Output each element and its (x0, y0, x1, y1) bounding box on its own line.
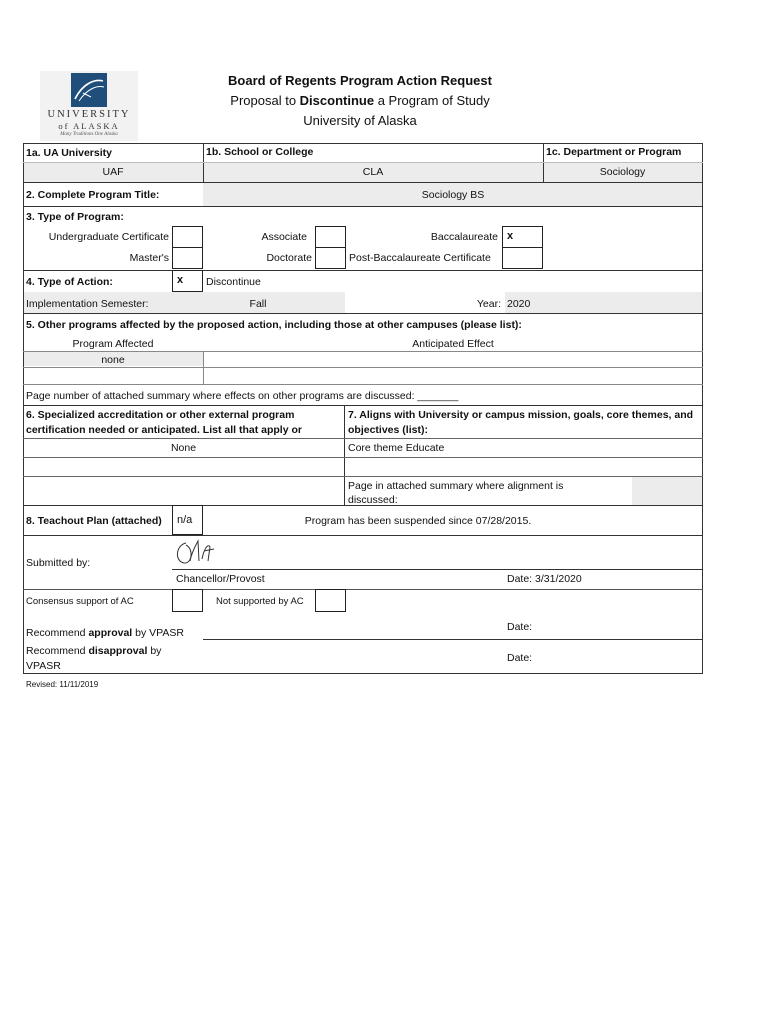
signer-role: Chancellor/Provost (176, 573, 265, 585)
logo-line1: UNIVERSITY (47, 109, 131, 120)
signature-image (172, 537, 222, 569)
recommend-approval-post: by VPASR (135, 627, 184, 639)
field-2-label: 2. Complete Program Title: (26, 189, 160, 201)
field-2-value[interactable]: Sociology BS (421, 189, 485, 201)
field-1a-label: 1a. UA University (26, 147, 112, 159)
impl-semester-label: Implementation Semester: (26, 298, 149, 310)
recommend-disapproval-post: by (150, 645, 162, 657)
undergrad-cert-checkbox[interactable] (172, 226, 203, 248)
recommend-approval-pre: Recommend (26, 627, 86, 639)
logo-emblem-icon (71, 73, 107, 107)
year-label: Year: (476, 298, 501, 310)
form-subtitle (160, 91, 560, 111)
action-value: Discontinue (206, 276, 261, 288)
recommend-disapproval-line2: VPASR (26, 660, 61, 672)
logo-tagline: Many Traditions One Alaska (60, 132, 118, 137)
effects-page-note: Page number of attached summary where effects on other programs are discussed: _______ (26, 390, 459, 402)
approval-date: Date: (507, 621, 533, 633)
field-7-label-line1: 7. Aligns with University or campus mission, goals, core themes, and (348, 409, 694, 421)
alignment-page-line2: discussed: (348, 494, 398, 506)
disapproval-date: Date: (507, 652, 533, 664)
teachout-value[interactable] (172, 505, 203, 535)
field-3-label: 3. Type of Program: (26, 211, 124, 223)
not-supported-checkbox[interactable] (315, 589, 346, 612)
date-submitted: Date: 3/31/2020 (507, 573, 582, 585)
associate-checkbox[interactable] (315, 226, 346, 248)
field-1c-value[interactable]: Sociology (599, 166, 646, 178)
impl-semester-value[interactable]: Fall (249, 298, 267, 310)
recommend-disapproval-label (26, 644, 161, 658)
field-7-label-line2: objectives (list): (348, 424, 428, 436)
teachout-note: Program has been suspended since 07/28/2015. (304, 515, 532, 527)
program-affected-header: Program Affected (72, 338, 154, 350)
form-org: University of Alaska (303, 113, 417, 128)
baccalaureate-label: Baccalaureate (430, 231, 498, 243)
submitted-by-label: Submitted by: (26, 557, 91, 569)
field-1a-value[interactable]: UAF (102, 166, 124, 178)
recommend-disapproval-pre: Recommend (26, 645, 86, 657)
logo-line2: of ALASKA (58, 121, 120, 131)
field-6-label-line1: 6. Specialized accreditation or other external program (26, 409, 295, 421)
associate-label: Associate (261, 231, 307, 243)
post-bacc-checkbox[interactable] (502, 247, 543, 269)
not-supported-label: Not supported by AC (216, 596, 304, 607)
program-affected-row1[interactable]: none (101, 354, 125, 366)
consensus-checkbox[interactable] (172, 589, 203, 612)
doctorate-label: Doctorate (266, 252, 312, 264)
field-1b-value[interactable]: CLA (362, 166, 384, 178)
recommend-approval-label (26, 626, 184, 640)
masters-checkbox[interactable] (172, 247, 203, 269)
recommend-approval-bold: approval (88, 627, 133, 639)
university-logo (40, 71, 138, 141)
field-4-label: 4. Type of Action: (26, 276, 113, 288)
post-bacc-label: Post-Baccalaureate Certificate (349, 252, 491, 264)
doctorate-checkbox[interactable] (315, 247, 346, 269)
anticipated-effect-header: Anticipated Effect (412, 338, 494, 350)
undergrad-cert-label: Undergraduate Certificate (48, 231, 169, 243)
consensus-label: Consensus support of AC (26, 596, 134, 607)
subtitle-post: a Program of Study (377, 93, 490, 108)
alignment-page-line1: Page in attached summary where alignment is (348, 480, 564, 492)
field-5-label: 5. Other programs affected by the proposed action, including those at other campuses (please list): (26, 319, 522, 331)
discontinue-checkbox[interactable]: x (172, 270, 203, 292)
field-1c-label: 1c. Department or Program (546, 146, 682, 158)
field-8-label: 8. Teachout Plan (attached) (26, 515, 162, 527)
teachout-value-text: n/a (177, 514, 193, 526)
field-6-value[interactable]: None (170, 442, 197, 454)
revised-note: Revised: 11/11/2019 (26, 680, 99, 689)
recommend-disapproval-bold: disapproval (88, 645, 148, 657)
form-title: Board of Regents Program Action Request (228, 73, 492, 88)
subtitle-pre: Proposal to (230, 93, 297, 108)
subtitle-action: Discontinue (299, 93, 375, 108)
field-7-value[interactable]: Core theme Educate (348, 442, 445, 454)
field-1b-label: 1b. School or College (206, 146, 314, 158)
field-6-label-line2: certification needed or anticipated. List all that apply or (26, 424, 302, 436)
year-value[interactable]: 2020 (507, 298, 531, 310)
baccalaureate-checkbox[interactable]: x (502, 226, 543, 248)
masters-label: Master's (129, 252, 169, 264)
